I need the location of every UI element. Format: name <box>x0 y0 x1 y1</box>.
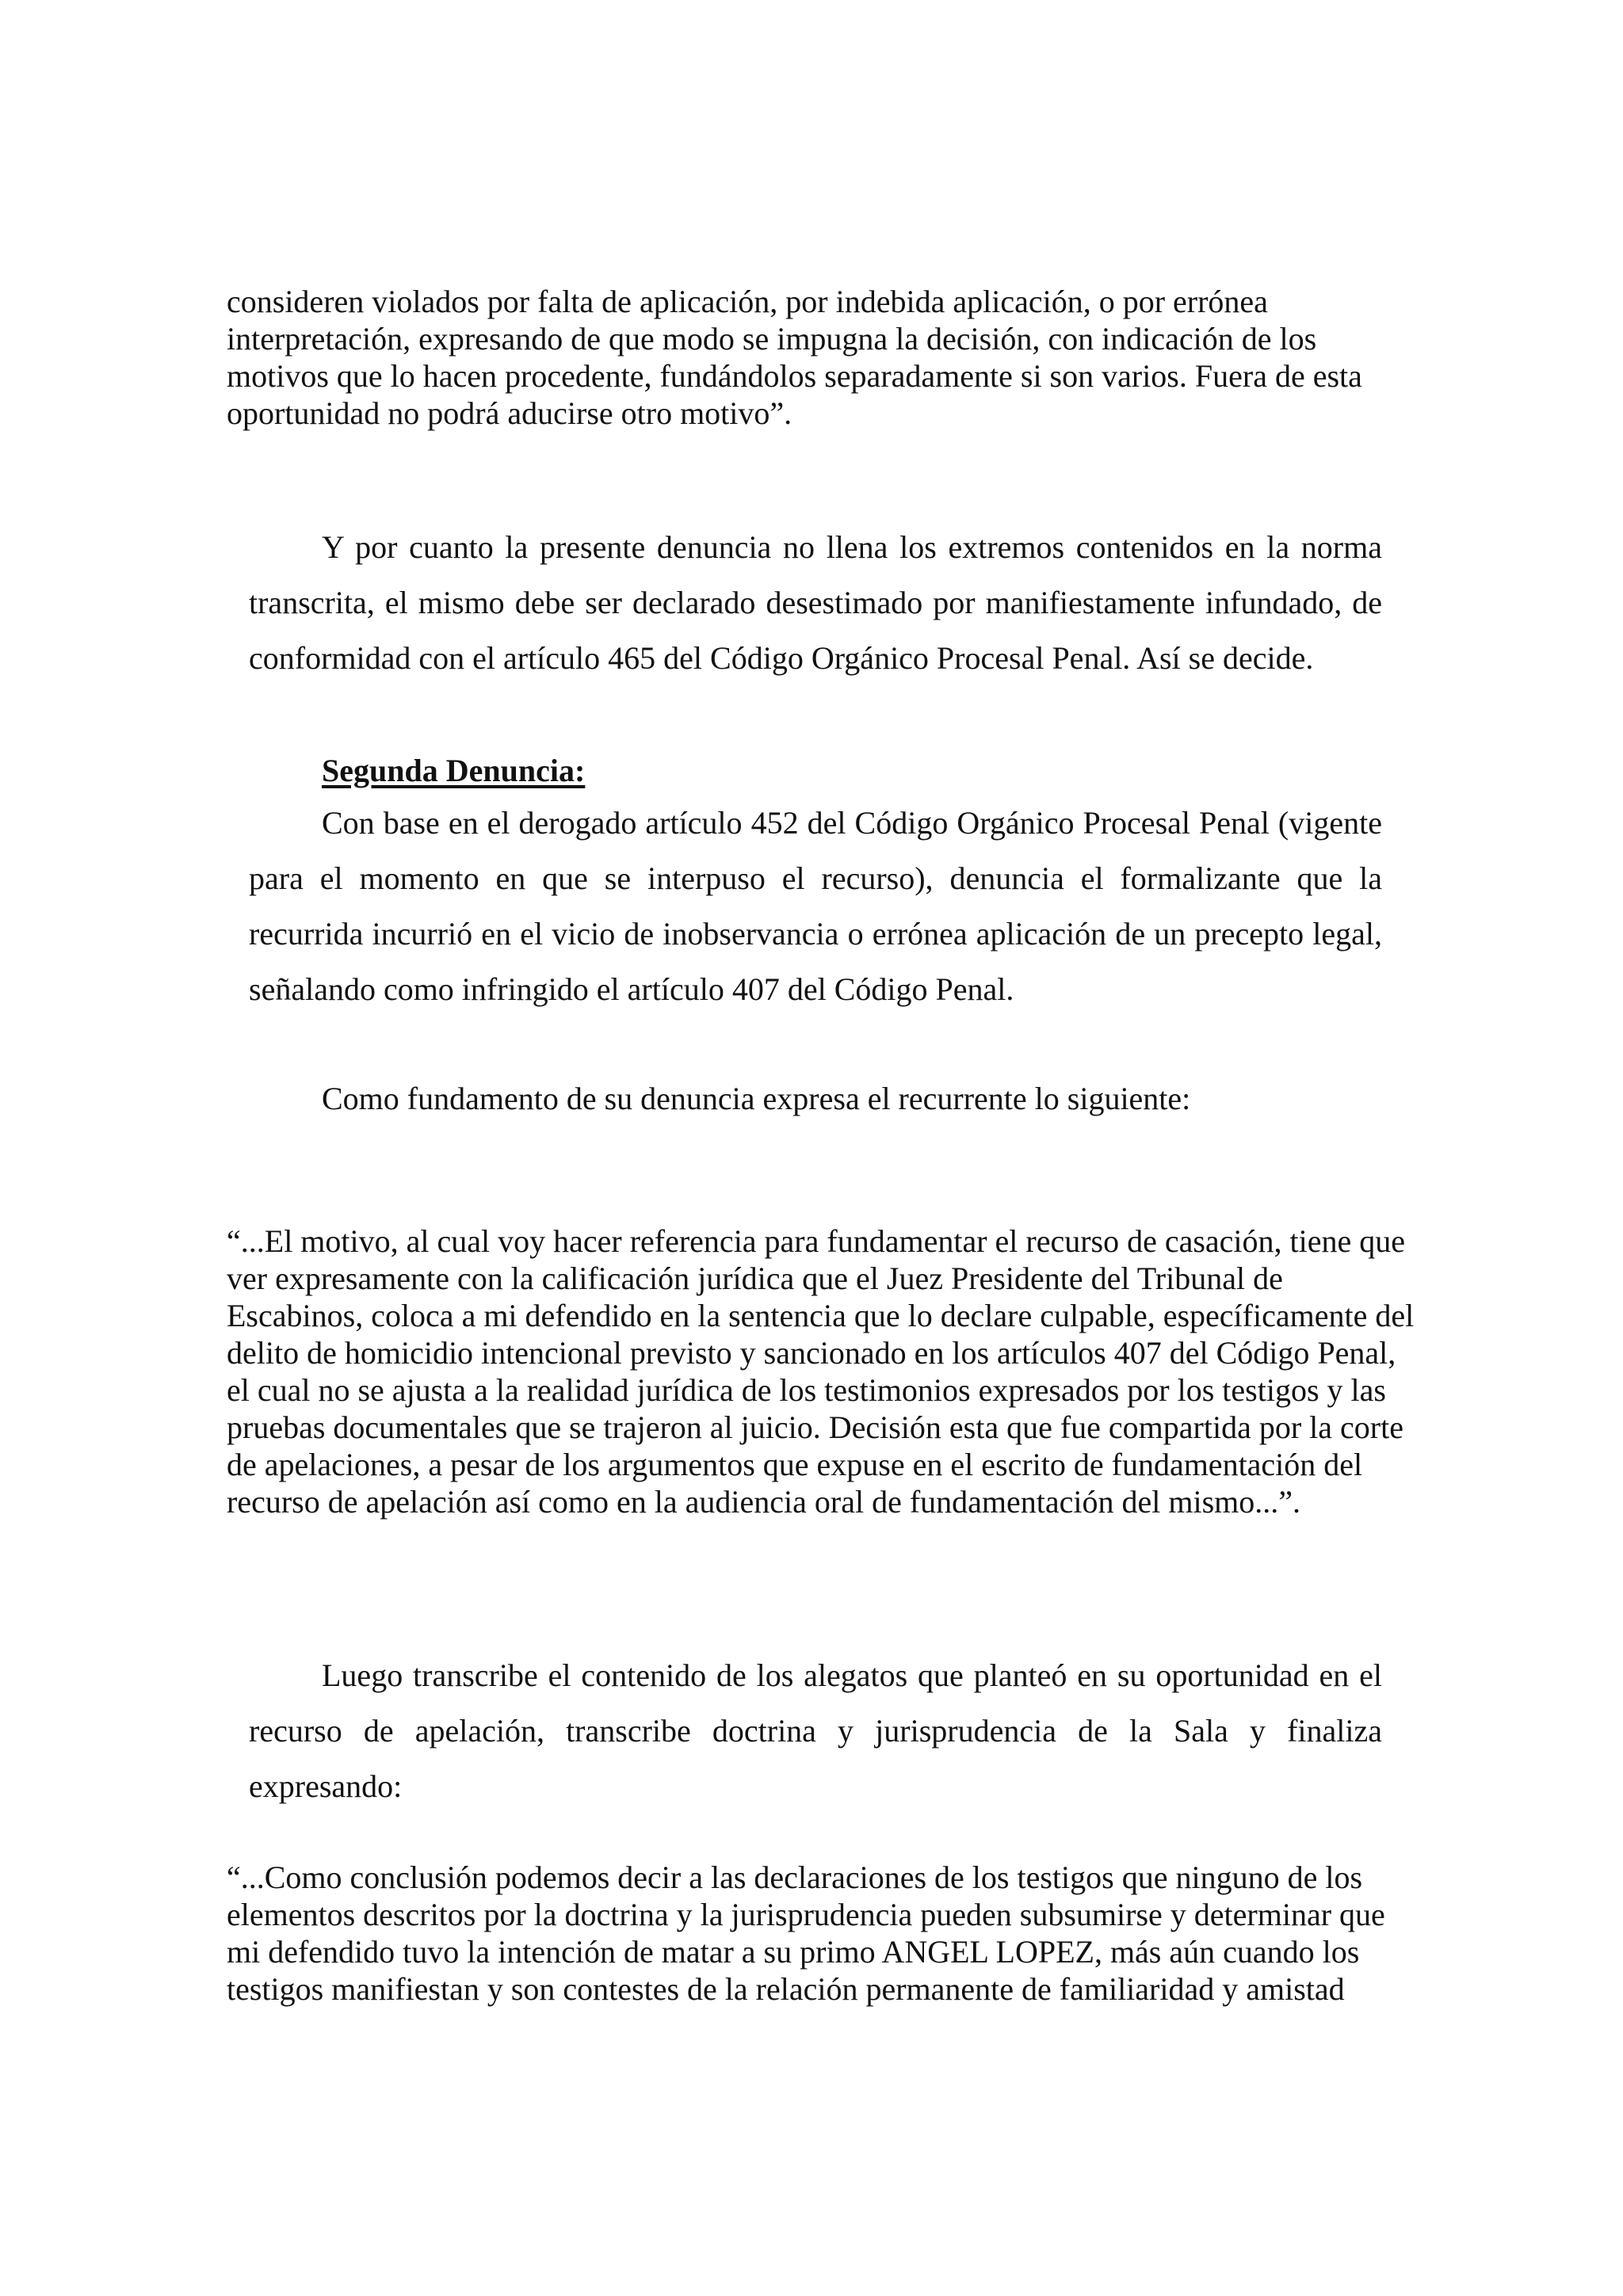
quoted-paragraph-continuation: consideren violados por falta de aplicación, por indebida aplicación, o por errónea interpretación, expresando de que modo se impugna la decisión, con indicación de los motivos que lo hacen procedente, fundándolos separadamente si son varios. Fuera de esta oportunidad no podrá aducirse otro motivo”. <box>227 284 1362 431</box>
quoted-paragraph-conclusion: “...Como conclusión podemos decir a las declaraciones de los testigos que ninguno de los elementos descritos por la doctrina y la jurisprudencia pueden subsumirse y determinar que mi defendido tuvo la intención de matar a su primo ANGEL LOPEZ, más aún cuando los testigos manifiestan y son contestes de la relación permanente de familiaridad y amistad <box>227 1859 1385 2007</box>
quoted-paragraph-motivo: “...El motivo, al cual voy hacer referencia para fundamentar el recurso de casación, tiene que ver expresamente con la calificación jurídica que el Juez Presidente del Tribunal de Escabinos, coloca a mi defendido en la sentencia que lo declare culpable, específicamente del delito de homicidio intencional previsto y sancionado en los artículos 407 del Código Penal, el cual no se ajusta a la realidad jurídica de los testimonios expresados por los testigos y las pruebas documentales que se trajeron al juicio. Decisión esta que fue compartida por la corte de apelaciones, a pesar de los argumentos que expuse en el escrito de fundamentación del recurso de apelación así como en la audiencia oral de fundamentación del mismo...”. <box>227 1223 1415 1520</box>
denuncia-paragraph: Con base en el derogado artículo 452 del Código Orgánico Procesal Penal (vigente para el momento en que se interpuso el recurso), denuncia el formalizante que la recurrida incurrió en el vicio de inobservancia o errónea aplicación de un precepto legal, señalando como infringido el artículo 407 del Código Penal. <box>249 805 1382 1007</box>
section-heading: Segunda Denuncia: <box>322 753 586 788</box>
ruling-paragraph: Y por cuanto la presente denuncia no llena los extremos contenidos en la norma transcrita, el mismo debe ser declarado desestimado por manifiestamente infundado, de conformidad con el artículo 465 del Código Orgánico Procesal Penal. Así se decide. <box>249 529 1382 676</box>
fundamento-intro: Como fundamento de su denuncia expresa el recurrente lo siguiente: <box>322 1081 1191 1116</box>
transcribe-paragraph: Luego transcribe el contenido de los alegatos que planteó en su oportunidad en el recurso de apelación, transcribe doctrina y jurisprudencia de la Sala y finaliza expresando: <box>249 1657 1382 1804</box>
